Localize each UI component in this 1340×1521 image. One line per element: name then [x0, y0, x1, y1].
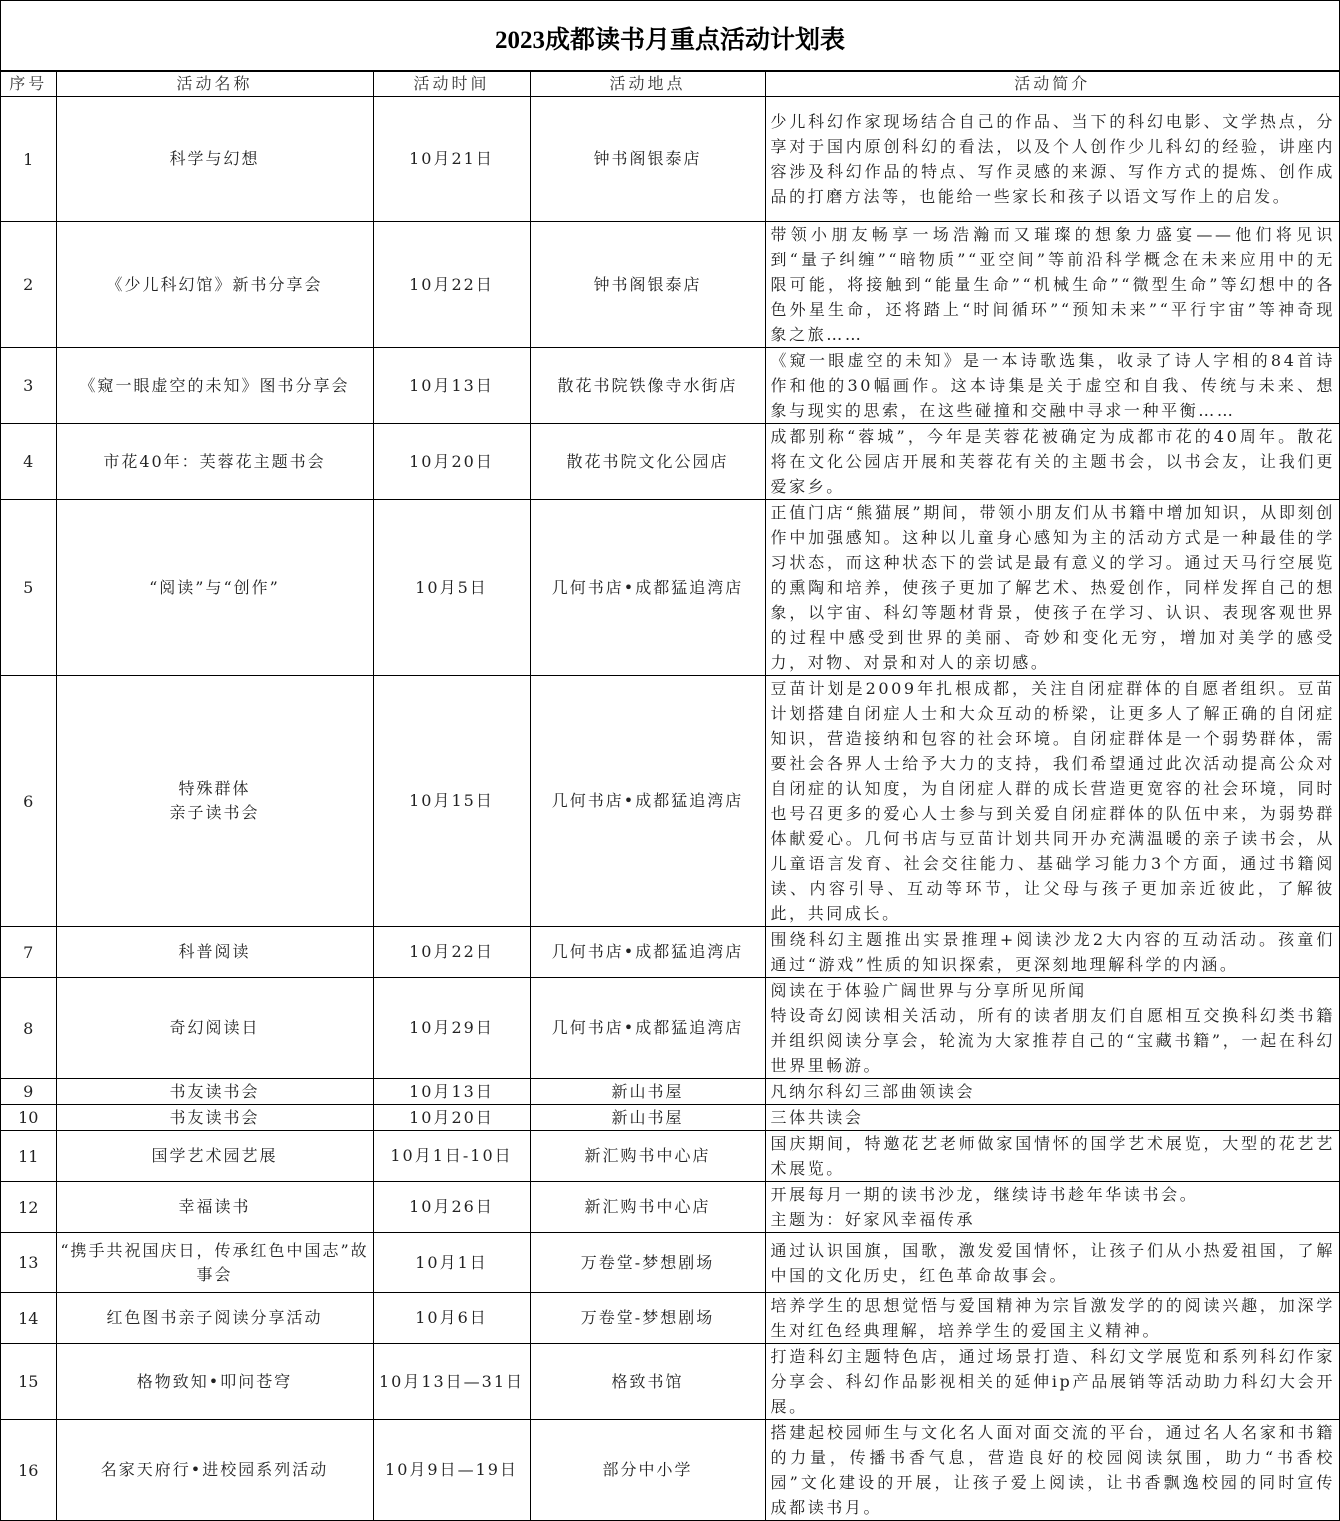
- cell-activity-time: 10月13日: [373, 1079, 530, 1105]
- table-row: [1, 1420, 1339, 1521]
- cell-activity-description: 培养学生的思想觉悟与爱国精神为宗旨激发学的的阅读兴趣，加深学生对红色经典理解，培养学生的爱国主义精神。: [765, 1293, 1339, 1344]
- cell-index: 10: [1, 1105, 56, 1131]
- cell-activity-place: 钟书阁银泰店: [530, 222, 765, 348]
- cell-activity-place: 几何书店•成都猛追湾店: [530, 676, 765, 927]
- cell-activity-time: 10月26日: [373, 1182, 530, 1233]
- table-row: [1, 222, 1339, 348]
- cell-activity-description: 正值门店“熊猫展”期间，带领小朋友们从书籍中增加知识，从即刻创作中加强感知。这种以儿童身心感知为主的活动方式是一种最佳的学习状态，而这种状态下的尝试是最有意义的学习。通过天马行空展览的熏陶和培养，使孩子更加了解艺术、热爱创作，同样发挥自己的想象，以宇宙、科幻等题材背景，使孩子在学习、认识、表现客观世界的过程中感受到世界的美丽、奇妙和变化无穷，增加对美学的感受力，对物、对景和对人的亲切感。: [765, 500, 1339, 676]
- cell-index: 8: [1, 978, 56, 1079]
- cell-activity-place: 几何书店•成都猛追湾店: [530, 978, 765, 1079]
- cell-index: 6: [1, 676, 56, 927]
- table-row: [1, 348, 1339, 424]
- cell-activity-description-line: 特设奇幻阅读相关活动，所有的读者朋友们自愿相互交换科幻类书籍并组织阅读分享会，轮流为大家推荐自己的“宝藏书籍”，一起在科幻世界里畅游。: [770, 1006, 1335, 1075]
- cell-activity-name: 书友读书会: [56, 1079, 373, 1105]
- cell-activity-time: 10月9日—19日: [373, 1420, 530, 1521]
- cell-activity-description: 三体共读会: [765, 1105, 1339, 1131]
- cell-activity-description: [765, 978, 1339, 1079]
- cell-index: 9: [1, 1079, 56, 1105]
- cell-activity-time: 10月20日: [373, 424, 530, 500]
- cell-activity-description: 打造科幻主题特色店，通过场景打造、科幻文学展览和系列科幻作家分享会、科幻作品影视相关的延伸ip产品展销等活动助力科幻大会开展。: [765, 1344, 1339, 1420]
- cell-activity-name: “携手共祝国庆日，传承红色中国志”故事会: [56, 1233, 373, 1293]
- cell-activity-place: 散花书院铁像寺水街店: [530, 348, 765, 424]
- table-row: [1, 1233, 1339, 1293]
- cell-activity-name: 国学艺术园艺展: [56, 1131, 373, 1182]
- cell-activity-description-line: 阅读在于体验广阔世界与分享所见所闻: [770, 981, 1087, 1000]
- cell-activity-description: 围绕科幻主题推出实景推理+阅读沙龙2大内容的互动活动。孩童们通过“游戏”性质的知识探索，更深刻地理解科学的内涵。: [765, 927, 1339, 978]
- cell-activity-time: 10月6日: [373, 1293, 530, 1344]
- table-row: [1, 1293, 1339, 1344]
- cell-activity-place: 新汇购书中心店: [530, 1131, 765, 1182]
- cell-activity-place: 新山书屋: [530, 1079, 765, 1105]
- cell-activity-place: 散花书院文化公园店: [530, 424, 765, 500]
- header-activity-place: 活动地点: [530, 72, 765, 97]
- cell-activity-name: 名家天府行•进校园系列活动: [56, 1420, 373, 1521]
- cell-activity-time: 10月1日: [373, 1233, 530, 1293]
- cell-activity-description: 搭建起校园师生与文化名人面对面交流的平台，通过名人名家和书籍的力量，传播书香气息，营造良好的校园阅读氛围，助力“书香校园”文化建设的开展，让孩子爱上阅读，让书香飘逸校园的同时宣传成都读书月。: [765, 1420, 1339, 1521]
- table-row: [1, 1079, 1339, 1105]
- cell-index: 5: [1, 500, 56, 676]
- cell-activity-name: 《窥一眼虚空的未知》图书分享会: [56, 348, 373, 424]
- cell-activity-description-line: 开展每月一期的读书沙龙，继续诗书趁年华读书会。: [770, 1185, 1199, 1204]
- table-row: [1, 424, 1339, 500]
- cell-activity-time: 10月22日: [373, 222, 530, 348]
- cell-activity-place: 格致书馆: [530, 1344, 765, 1420]
- table-row: [1, 500, 1339, 676]
- cell-activity-description: 国庆期间，特邀花艺老师做家国情怀的国学艺术展览，大型的花艺艺术展览。: [765, 1131, 1339, 1182]
- cell-activity-name: 科普阅读: [56, 927, 373, 978]
- cell-index: 11: [1, 1131, 56, 1182]
- cell-activity-time: 10月13日—31日: [373, 1344, 530, 1420]
- cell-activity-place: 新山书屋: [530, 1105, 765, 1131]
- cell-activity-description: 通过认识国旗，国歌，激发爱国情怀，让孩子们从小热爱祖国，了解中国的文化历史，红色革命故事会。: [765, 1233, 1339, 1293]
- cell-index: 16: [1, 1420, 56, 1521]
- cell-activity-description: 少儿科幻作家现场结合自己的作品、当下的科幻电影、文学热点，分享对于国内原创科幻的看法，以及个人创作少儿科幻的经验，讲座内容涉及科幻作品的特点、写作灵感的来源、写作方式的提炼、创作成品的打磨方法等，也能给一些家长和孩子以语文写作上的启发。: [765, 97, 1339, 222]
- cell-index: 13: [1, 1233, 56, 1293]
- table-header-row: [1, 72, 1339, 97]
- cell-activity-time: 10月5日: [373, 500, 530, 676]
- table-row: [1, 1105, 1339, 1131]
- table-row: [1, 1344, 1339, 1420]
- cell-activity-place: 几何书店•成都猛追湾店: [530, 500, 765, 676]
- cell-activity-name: 格物致知•叩问苍穹: [56, 1344, 373, 1420]
- cell-activity-place: 钟书阁银泰店: [530, 97, 765, 222]
- cell-activity-name: 幸福读书: [56, 1182, 373, 1233]
- cell-activity-name: 书友读书会: [56, 1105, 373, 1131]
- cell-activity-name-line: 亲子读书会: [169, 803, 260, 822]
- cell-index: 12: [1, 1182, 56, 1233]
- table-row: [1, 1131, 1339, 1182]
- cell-activity-place: 部分中小学: [530, 1420, 765, 1521]
- cell-activity-name: [56, 676, 373, 927]
- cell-activity-name: 红色图书亲子阅读分享活动: [56, 1293, 373, 1344]
- table-row: [1, 676, 1339, 927]
- cell-activity-place: 万卷堂-梦想剧场: [530, 1233, 765, 1293]
- cell-index: 15: [1, 1344, 56, 1420]
- title-row: [1, 1, 1339, 72]
- cell-index: 1: [1, 97, 56, 222]
- header-activity-description: 活动简介: [765, 72, 1339, 97]
- cell-index: 14: [1, 1293, 56, 1344]
- cell-activity-place: 几何书店•成都猛追湾店: [530, 927, 765, 978]
- cell-activity-name: 市花40年：芙蓉花主题书会: [56, 424, 373, 500]
- cell-activity-description: 带领小朋友畅享一场浩瀚而又璀璨的想象力盛宴——他们将见识到“量子纠缠”“暗物质”“亚空间”等前沿科学概念在未来应用中的无限可能，将接触到“能量生命”“机械生命”“微型生命”等幻想中的各色外星生命，还将踏上“时间循环”“预知未来”“平行宇宙”等神奇现象之旅……: [765, 222, 1339, 348]
- table-row: [1, 978, 1339, 1079]
- header-activity-name: 活动名称: [56, 72, 373, 97]
- cell-activity-time: 10月20日: [373, 1105, 530, 1131]
- cell-activity-description: 成都别称“蓉城”，今年是芙蓉花被确定为成都市花的40周年。散花将在文化公园店开展和芙蓉花有关的主题书会，以书会友，让我们更爱家乡。: [765, 424, 1339, 500]
- cell-activity-time: 10月13日: [373, 348, 530, 424]
- cell-activity-name-line: 特殊群体: [178, 779, 251, 798]
- cell-activity-time: 10月15日: [373, 676, 530, 927]
- cell-activity-name: 科学与幻想: [56, 97, 373, 222]
- cell-activity-description: 凡纳尔科幻三部曲领读会: [765, 1079, 1339, 1105]
- cell-activity-place: 万卷堂-梦想剧场: [530, 1293, 765, 1344]
- cell-activity-name: 《少儿科幻馆》新书分享会: [56, 222, 373, 348]
- cell-activity-name: “阅读”与“创作”: [56, 500, 373, 676]
- table-row: [1, 1182, 1339, 1233]
- cell-activity-time: 10月21日: [373, 97, 530, 222]
- activity-table: [1, 72, 1339, 1520]
- cell-index: 3: [1, 348, 56, 424]
- cell-activity-description: 《窥一眼虚空的未知》是一本诗歌选集，收录了诗人字相的84首诗作和他的30幅画作。这本诗集是关于虚空和自我、传统与未来、想象与现实的思索，在这些碰撞和交融中寻求一种平衡……: [765, 348, 1339, 424]
- header-activity-time: 活动时间: [373, 72, 530, 97]
- cell-activity-description: [765, 1182, 1339, 1233]
- page-title: 2023成都读书月重点活动计划表: [494, 26, 845, 54]
- table-body: [1, 97, 1339, 1521]
- cell-activity-name: 奇幻阅读日: [56, 978, 373, 1079]
- table-row: [1, 97, 1339, 222]
- table-row: [1, 927, 1339, 978]
- cell-activity-description-line: 主题为：好家风幸福传承: [770, 1210, 976, 1229]
- cell-index: 2: [1, 222, 56, 348]
- header-index: 序号: [1, 72, 56, 97]
- cell-activity-time: 10月22日: [373, 927, 530, 978]
- cell-activity-description: 豆苗计划是2009年扎根成都，关注自闭症群体的自愿者组织。豆苗计划搭建自闭症人士和大众互动的桥梁，让更多人了解正确的自闭症知识，营造接纳和包容的社会环境。自闭症群体是一个弱势群体，需要社会各界人士给予大力的支持，我们希望通过此次活动提高公众对自闭症的认知度，为自闭症人群的成长营造更宽容的社会环境，同时也号召更多的爱心人士参与到关爱自闭症群体的队伍中来，为弱势群体献爱心。几何书店与豆苗计划共同开办充满温暖的亲子读书会，从儿童语言发育、社会交往能力、基础学习能力3个方面，通过书籍阅读、内容引导、互动等环节，让父母与孩子更加亲近彼此，了解彼此，共同成长。: [765, 676, 1339, 927]
- cell-activity-place: 新汇购书中心店: [530, 1182, 765, 1233]
- cell-index: 4: [1, 424, 56, 500]
- cell-activity-time: 10月29日: [373, 978, 530, 1079]
- cell-index: 7: [1, 927, 56, 978]
- cell-activity-time: 10月1日-10日: [373, 1131, 530, 1182]
